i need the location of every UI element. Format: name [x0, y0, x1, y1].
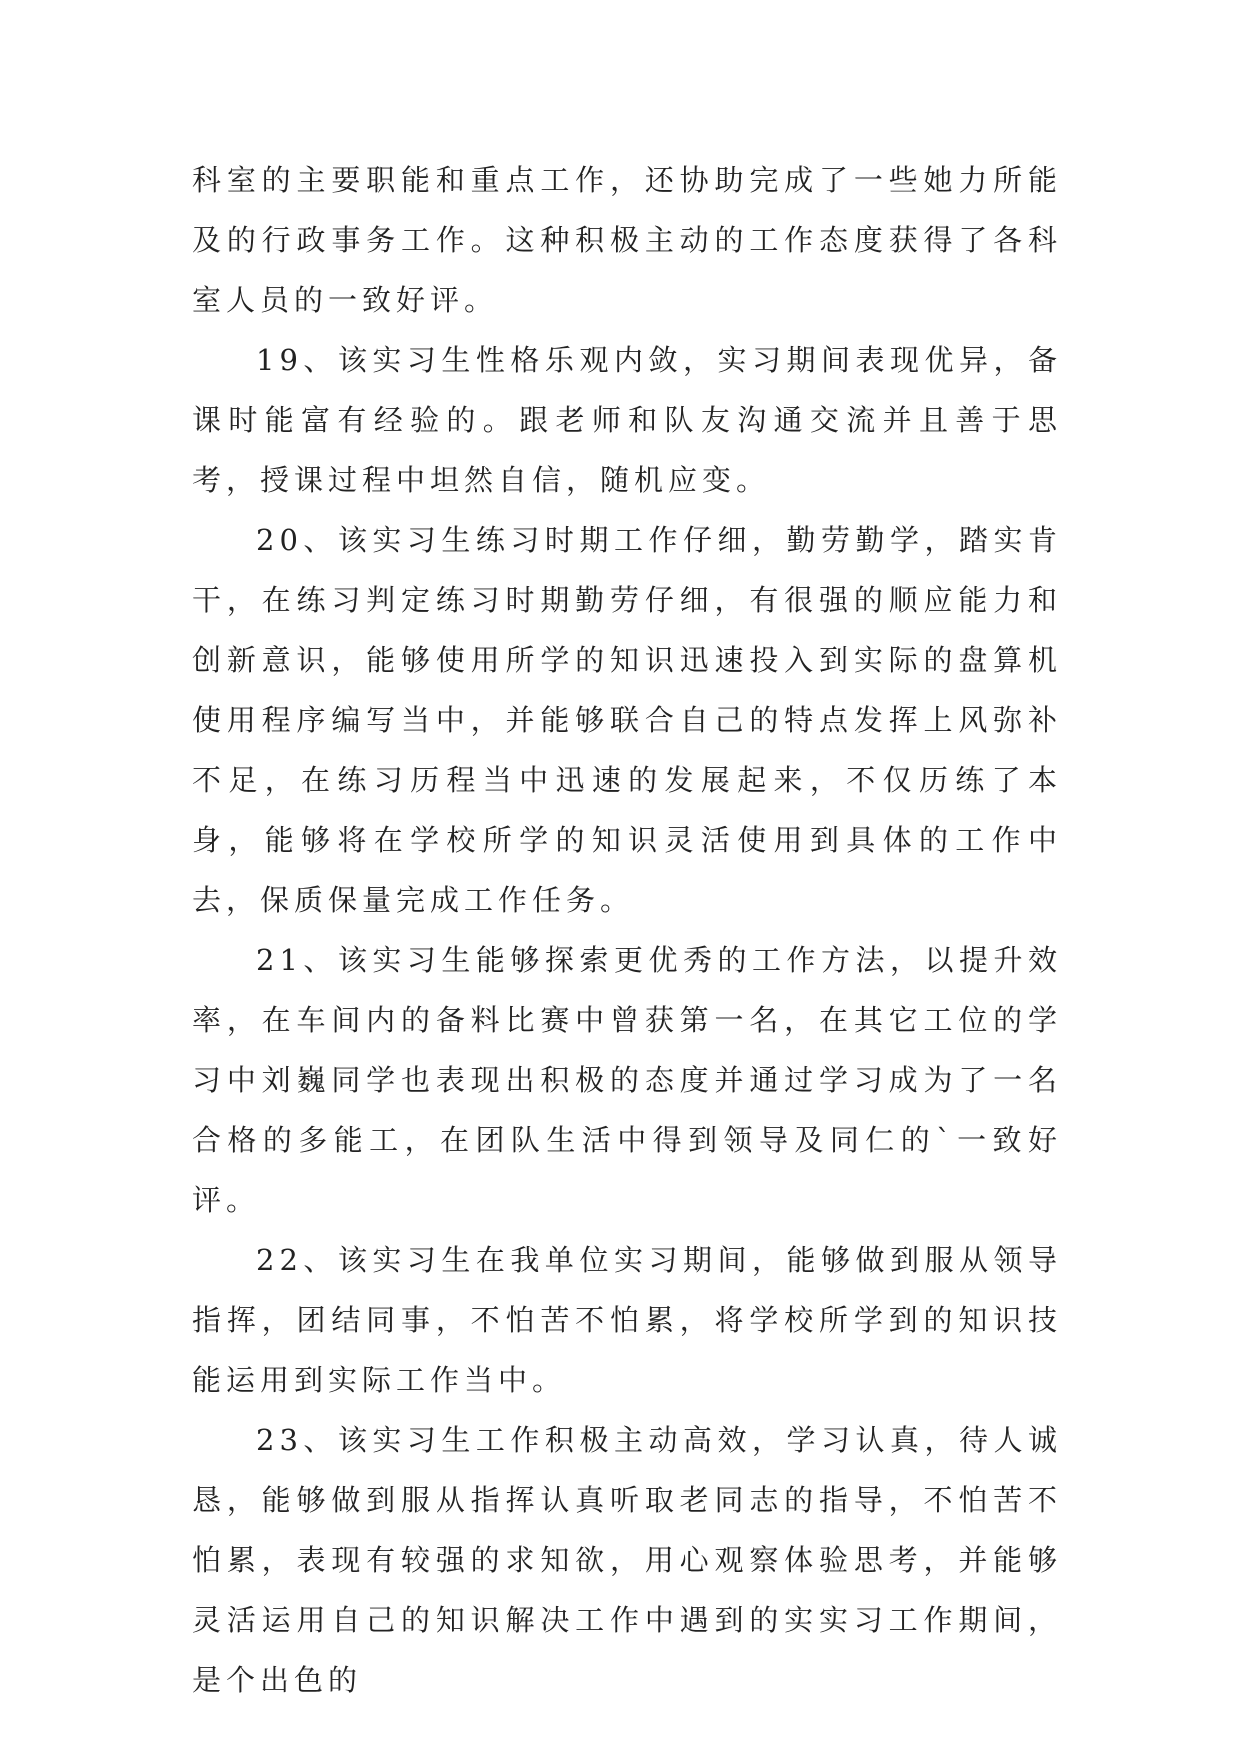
paragraph-23: 23、该实习生工作积极主动高效，学习认真，待人诚恳，能够做到服从指挥认真听取老同志的指导，不怕苦不怕累，表现有较强的求知欲，用心观察体验思考，并能够灵活运用自己的知识解决工作中遇到的实实习工作期间，是个出色的 [192, 1423, 1062, 1697]
document-page [192, 150, 1062, 1710]
paragraph-21: 21、该实习生能够探索更优秀的工作方法，以提升效率，在车间内的备料比赛中曾获第一名，在其它工位的学习中刘巍同学也表现出积极的态度并通过学习成为了一名合格的多能工，在团队生活中得到领导及同仁的`一致好评。 [192, 943, 1062, 1217]
paragraph-continuation: 科室的主要职能和重点工作，还协助完成了一些她力所能及的行政事务工作。这种积极主动的工作态度获得了各科室人员的一致好评。 [192, 163, 1062, 317]
paragraph-22: 22、该实习生在我单位实习期间，能够做到服从领导指挥，团结同事，不怕苦不怕累，将学校所学到的知识技能运用到实际工作当中。 [192, 1243, 1062, 1397]
paragraph-20: 20、该实习生练习时期工作仔细，勤劳勤学，踏实肯干，在练习判定练习时期勤劳仔细，有很强的顺应能力和创新意识，能够使用所学的知识迅速投入到实际的盘算机使用程序编写当中，并能够联合自己的特点发挥上风弥补不足，在练习历程当中迅速的发展起来，不仅历练了本身，能够将在学校所学的知识灵活使用到具体的工作中去，保质保量完成工作任务。 [192, 523, 1062, 917]
paragraph-19: 19、该实习生性格乐观内敛，实习期间表现优异，备课时能富有经验的。跟老师和队友沟通交流并且善于思考，授课过程中坦然自信，随机应变。 [192, 343, 1062, 497]
